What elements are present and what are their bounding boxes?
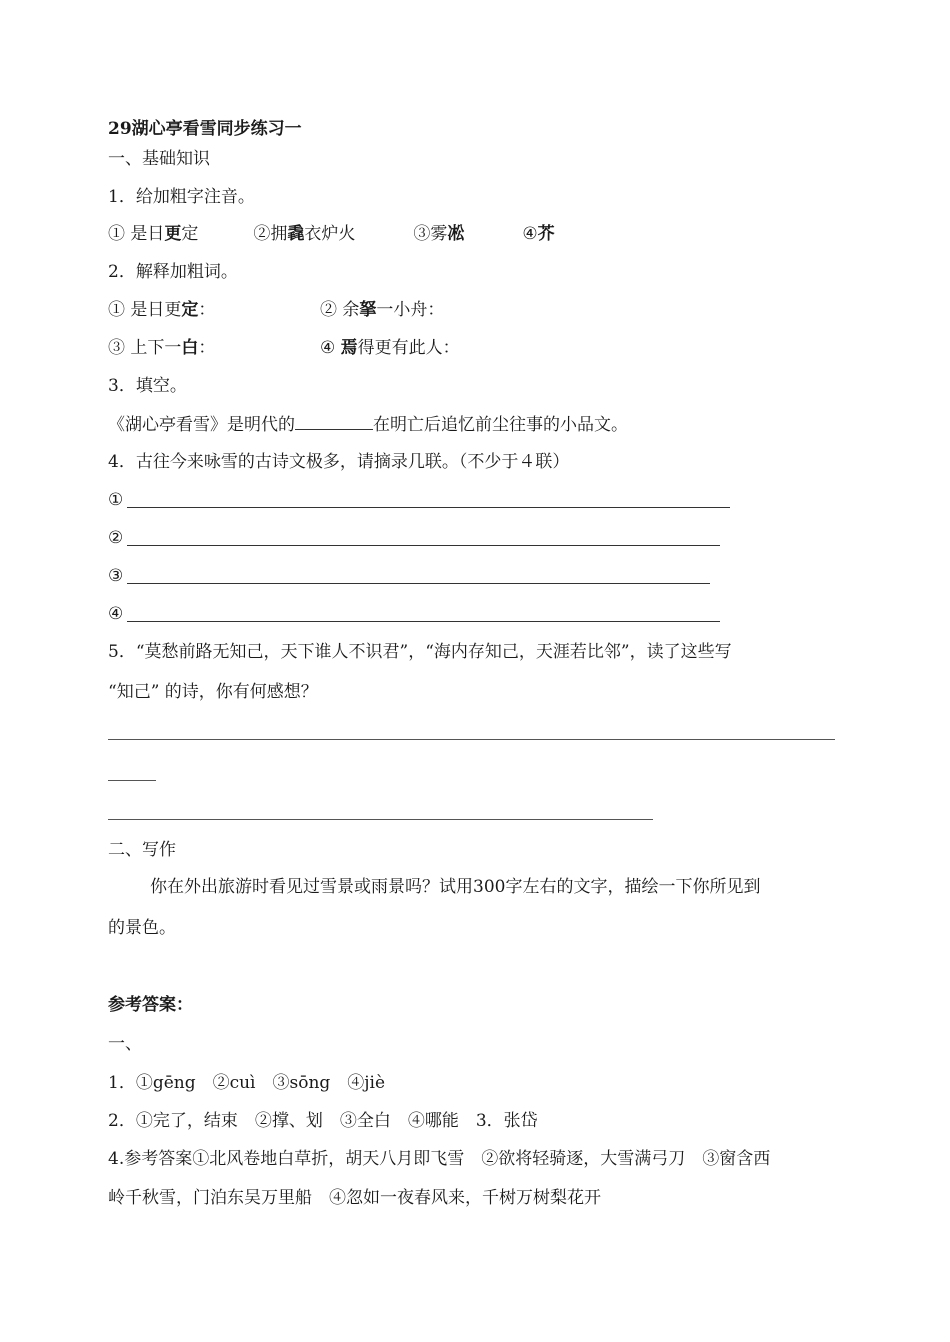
q3-sentence [108,413,628,436]
q3-text-after: 在明亡后追忆前尘往事的小品文。 [373,415,628,435]
answer-line-1[interactable] [127,507,730,508]
q4-label: 4．古往今来咏雪的古诗文极多，请摘录几联。（不少于４联） [108,452,570,472]
q1-item-1-suffix: 定 [181,224,199,244]
q2-item-4-bold: 焉 [340,338,358,358]
q1-item-4-bold: 芥 [537,224,555,244]
q5-answer-line-2[interactable] [108,819,653,820]
answer-line-2[interactable] [127,545,720,546]
q2-item-1-bold: 定 [181,300,199,320]
q2-row-1-right [320,299,444,321]
q2-item-2-suffix: 一小舟： [376,300,445,320]
q2-item-4-prefix: ④ [320,338,341,358]
answer-2: 2．①完了，结束 ②撑、划 ③全白 ④哪能 3．张岱 [108,1111,538,1131]
q2-item-3-suffix: ： [198,338,216,358]
answer-4-line-2: 岭千秋雪，门泊东吴万里船 ④忽如一夜春风来，千树万树梨花开 [108,1188,601,1208]
answer-4-line-1: 4.参考答案①北风卷地白草折，胡天八月即飞雪 ②欲将轻骑逐，大雪满弓刀 ③窗含西 [108,1149,771,1169]
q1-item-2-suffix: 衣炉火 [304,224,356,244]
q1-item-3-bold: 凇 [447,224,465,244]
q2-row-2 [108,337,215,359]
q1-item-2-bold: 毳 [287,224,305,244]
q2-item-1-suffix: ： [198,300,216,320]
answer-key-heading: 参考答案： [108,995,193,1015]
writing-prompt-line-2: 的景色。 [108,918,176,938]
q1-items [108,223,555,245]
q2-row-1 [108,299,215,321]
q1-item-1-prefix: ① 是日 [108,224,165,244]
q4-marker-2: ② [108,528,124,548]
q1-item-2-prefix: ②拥 [253,224,288,244]
section-heading-basics: 一、基础知识 [108,149,210,169]
q4-marker-3: ③ [108,566,124,586]
q5-answer-line-1[interactable] [108,739,835,740]
q5-line-2: “知己” 的诗，你有何感想？ [108,682,318,702]
q5-answer-line-1-tail[interactable] [108,780,156,781]
q2-label: 2．解释加粗词。 [108,262,238,282]
q4-marker-4: ④ [108,604,124,624]
q2-row-2-right [320,337,460,359]
answer-1: 1．①gēng ②cuì ③sōng ④jiè [108,1073,386,1093]
answer-line-3[interactable] [127,583,710,584]
q1-item-3-prefix: ③雾 [413,224,448,244]
q1-item-1-bold: 更 [164,224,182,244]
q2-item-4-suffix: 得更有此人： [357,338,460,358]
q2-item-1-prefix: ① 是日更 [108,300,182,320]
q3-label: 3．填空。 [108,376,187,396]
section-heading-writing: 二、写作 [108,840,176,860]
q4-marker-1: ① [108,490,124,510]
q2-item-3-prefix: ③ 上下一 [108,338,182,358]
q2-item-2-bold: 拏 [359,300,377,320]
answer-part-label: 一、 [108,1034,142,1054]
writing-prompt-line-1: 你在外出旅游时看见过雪景或雨景吗？试用300字左右的文字，描绘一下你所见到 [150,877,761,897]
q2-item-2-prefix: ② 余 [320,300,360,320]
q1-label: 1．给加粗字注音。 [108,187,255,207]
q3-text-before: 《湖心亭看雪》是明代的 [108,415,295,435]
fill-blank[interactable] [295,413,373,430]
q1-item-4-prefix: ④ [522,224,538,244]
q5-line-1: 5．“莫愁前路无知己，天下谁人不识君”，“海内存知己，天涯若比邻”，读了这些写 [108,642,732,662]
page-title: 29湖心亭看雪同步练习一 [108,119,302,139]
answer-line-4[interactable] [127,621,720,622]
q2-item-3-bold: 白 [181,338,199,358]
